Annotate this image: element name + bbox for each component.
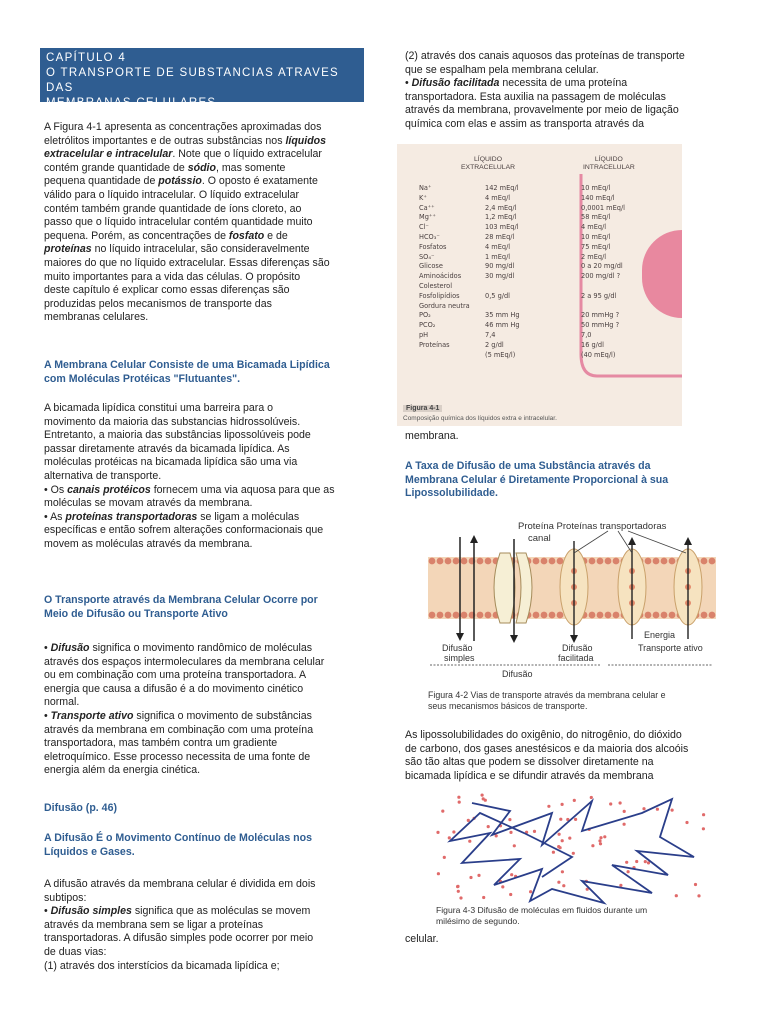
row-substance: Mg⁺⁺	[419, 213, 436, 222]
chapter-title-line2: MEMBRANAS CELULARES.	[46, 97, 221, 109]
row-extracellular-value: 35 mm Hg	[485, 311, 520, 320]
figure-4-2-caption-2: seus mecanismos básicos de transporte.	[428, 701, 588, 711]
text-membrana: membrana.	[405, 430, 459, 442]
concentration-row	[419, 272, 625, 282]
concentration-row	[419, 282, 625, 292]
header-intracelular: LÍQUIDO INTRACELULAR	[583, 156, 635, 171]
row-substance: Gordura neutra	[419, 301, 470, 310]
text-celular: celular.	[405, 933, 439, 945]
row-substance: Glicose	[419, 262, 443, 271]
row-extracellular-value: 1 mEq/l	[485, 252, 511, 261]
concentration-row	[419, 204, 625, 214]
concentration-row	[419, 194, 625, 204]
figure-4-1-caption: Composição química dos líquidos extra e intracelular.	[403, 415, 557, 422]
row-intracellular-value: 20 mmHg ?	[581, 311, 620, 320]
row-extracellular-value: 0,5 g/dl	[485, 291, 511, 300]
concentration-row	[419, 262, 625, 272]
row-intracellular-value: (40 mEq/l)	[581, 350, 616, 359]
row-intracellular-value: 2 mEq/l	[581, 252, 607, 261]
row-extracellular-value: 28 mEq/l	[485, 232, 515, 241]
figure-4-3-caption-1: Figura 4-3 Difusão de moléculas em fluidos durante um	[436, 905, 648, 915]
row-substance: Colesterol	[419, 281, 453, 290]
row-intracellular-value: 200 mg/dl ?	[581, 272, 621, 281]
label-facilitada-2: facilitada	[558, 653, 594, 663]
row-substance: Cl⁻	[419, 223, 429, 232]
chapter-title-line1: O TRANSPORTE DE SUBSTANCIAS ATRAVES DAS	[46, 67, 340, 94]
label-facilitada-1: Difusão	[562, 643, 593, 653]
concentration-row	[419, 292, 625, 302]
row-substance: pH	[419, 330, 429, 339]
figure-4-2	[428, 515, 728, 715]
heading-difusao-continua: A Difusão É o Movimento Contínuo de Moléculas nos Líquidos e Gases.	[44, 832, 312, 858]
label-ativo: Transporte ativo	[638, 643, 703, 653]
heading-membrana-bicamada: A Membrana Celular Consiste de uma Bicamada Lipídica com Moléculas Protéicas "Flutuantes".	[44, 359, 330, 385]
row-extracellular-value: 2,4 mEq/l	[485, 203, 517, 212]
row-extracellular-value: 1,2 mEq/l	[485, 213, 517, 222]
concentration-row	[419, 351, 625, 361]
concentration-row	[419, 311, 625, 321]
figure-4-1	[397, 144, 682, 426]
concentration-row	[419, 253, 625, 263]
concentration-table	[419, 184, 625, 360]
row-intracellular-value: 2 a 95 g/dl	[581, 291, 617, 300]
concentration-row	[419, 331, 625, 341]
label-canal: canal	[528, 533, 551, 544]
diffusion-path	[450, 799, 694, 903]
concentration-row	[419, 341, 625, 351]
label-simples-2: simples	[444, 653, 475, 663]
concentration-row	[419, 213, 625, 223]
chapter-number: CAPÍTULO 4	[46, 52, 127, 64]
chapter-header	[40, 48, 364, 109]
concentration-row	[419, 321, 625, 331]
row-extracellular-value: 30 mg/dl	[485, 272, 515, 281]
row-intracellular-value: 10 mEq/l	[581, 184, 611, 192]
row-substance: Fosfolipídios	[419, 291, 460, 300]
row-extracellular-value: 142 mEq/l	[485, 184, 519, 192]
row-intracellular-value: 4 mEq/l	[581, 223, 607, 232]
heading-difusao-p46: Difusão (p. 46)	[44, 802, 117, 814]
row-intracellular-value: 50 mmHg ?	[581, 321, 620, 330]
concentration-row	[419, 233, 625, 243]
channel-protein	[494, 553, 515, 623]
concentration-row	[419, 223, 625, 233]
row-extracellular-value: 7,4	[485, 330, 496, 339]
paragraph-bicamada: A bicamada lipídica constitui uma barreira para o movimento da maioria das substancias hidrossolúveis. Entretanto, a maioria das substâncias lipossolúveis pode passar diretamente através da bicamada lipídica. As moléculas protéicas na bicamada lipídica são uma via alternativa de transporte. • Os canais protéicos fornecem uma via aquosa para que as moléculas se movam através da membrana. • As proteínas transportadoras se ligam a moléculas específicas e então sofrem alterações conformacionais que movem as moléculas através da membrana.	[44, 402, 335, 550]
paragraph-difusao-transporte: • Difusão significa o movimento randômico de moléculas através dos espaços intermoleculares da membrana celular ou em combinação com uma proteína transportadora. A energia que causa a difusão é a do movimento cinético normal. • Transporte ativo significa o movimento de substâncias através da membrana em combinação com uma proteína transportadora, mas também contra um gradiente eletroquímico. Esse processo necessita de uma fonte de energia além da energia cinética.	[44, 642, 325, 777]
row-substance: Proteínas	[419, 340, 450, 349]
row-substance: Fosfatos	[419, 242, 447, 251]
concentration-row	[419, 243, 625, 253]
row-intracellular-value: 140 mEq/l	[581, 193, 615, 202]
row-substance: Aminoácidos	[419, 272, 462, 281]
row-intracellular-value: 10 mEq/l	[581, 232, 611, 241]
figure-4-2-caption-1: Figura 4-2 Vias de transporte através da membrana celular e	[428, 690, 666, 700]
row-substance: SO₄⁻	[419, 252, 435, 261]
row-extracellular-value: 2 g/dl	[485, 340, 504, 349]
figure-4-3-caption-2: milésimo de segundo.	[436, 916, 520, 926]
paragraph-subtipos: A difusão através da membrana celular é dividida em dois subtipos: • Difusão simples significa que as moléculas se movem através da membrana sem se ligar a proteínas transportadoras. A difusão simples pode ocorrer por meio de duas vias: (1) através dos interstícios da bicamada lipídica e;	[44, 878, 316, 972]
row-substance: PO₂	[419, 311, 431, 320]
row-extracellular-value: 4 mEq/l	[485, 242, 511, 251]
intro-paragraph: A Figura 4-1 apresenta as concentrações aproximadas dos eletrólitos importantes e de outras substâncias nos líquidos extracelular e intracelular. Note que o líquido extracelular contém grande quantidade de sódio, mas somente pequena quantidade de potássio. O oposto é exatamente válido para o líquido intracelular. O líquido extracelular contém também grande quantidade de íons cloreto, ao passo que o líquido intracelular contém quantidade muito pequena. Porém, as concentrações de fosfato e de proteínas no líquido intracelular, são consideravelmente maiores do que no líquido extracelular. Essas diferenças são muito importantes para a vida das células. O propósito deste capítulo é explicar como essas diferenças são produzidas pelos mecanismos de transporte das membranas celulares.	[44, 121, 330, 324]
label-energia: Energia	[644, 630, 676, 640]
figure-4-3	[432, 793, 722, 931]
row-intracellular-value: 0,0001 mEq/l	[581, 203, 625, 212]
concentration-row	[419, 184, 625, 194]
heading-transporte: O Transporte através da Membrana Celular Ocorre por Meio de Difusão ou Transporte Ativo	[44, 594, 318, 620]
heading-taxa-difusao: A Taxa de Difusão de uma Substância através da Membrana Celular é Diretamente Proporcional à sua Lipossolubilidade.	[405, 460, 669, 500]
concentration-row	[419, 302, 625, 312]
label-simples-1: Difusão	[442, 643, 473, 653]
row-intracellular-value: 16 g/dl	[581, 340, 604, 349]
row-substance: Ca⁺⁺	[419, 203, 435, 212]
row-intracellular-value: 58 mEq/l	[581, 213, 611, 222]
row-intracellular-value: 0 a 20 mg/dl	[581, 262, 623, 271]
figure-4-1-label: Figura 4-1	[403, 405, 442, 412]
row-extracellular-value: 46 mm Hg	[485, 321, 520, 330]
header-extracelular: LÍQUIDO EXTRACELULAR	[461, 156, 516, 171]
row-intracellular-value: 75 mEq/l	[581, 242, 611, 251]
row-substance: Na⁺	[419, 184, 432, 192]
row-substance: HCO₃⁻	[419, 232, 440, 241]
row-extracellular-value: 4 mEq/l	[485, 193, 511, 202]
row-intracellular-value: 7,0	[581, 330, 592, 339]
row-extracellular-value: (5 mEq/l)	[485, 350, 516, 359]
paragraph-canais-aquosos: (2) através dos canais aquosos das proteínas de transporte que se espalham pela membrana celular. • Difusão facilitada necessita de uma proteína transportadora. Esta auxilia na passagem de moléculas através da membrana, provavelmente por meio de ligação química com elas e assim as transporta através da	[405, 50, 685, 130]
row-extracellular-value: 103 mEq/l	[485, 223, 519, 232]
row-substance: K⁺	[419, 193, 427, 202]
label-proteinas: Proteína Proteínas transportadoras	[518, 521, 667, 532]
label-difusao: Difusão	[502, 669, 533, 679]
paragraph-lipossolubilidade: As lipossolubilidades do oxigênio, do nitrogênio, do dióxido de carbono, dos gases anestésicos e da maioria dos alcoóis são tão altas que podem se dissolver diretamente na bicamada lipídica e se difundir através da membrana	[405, 729, 689, 782]
row-substance: PCO₂	[419, 321, 436, 330]
row-extracellular-value: 90 mg/dl	[485, 262, 515, 271]
